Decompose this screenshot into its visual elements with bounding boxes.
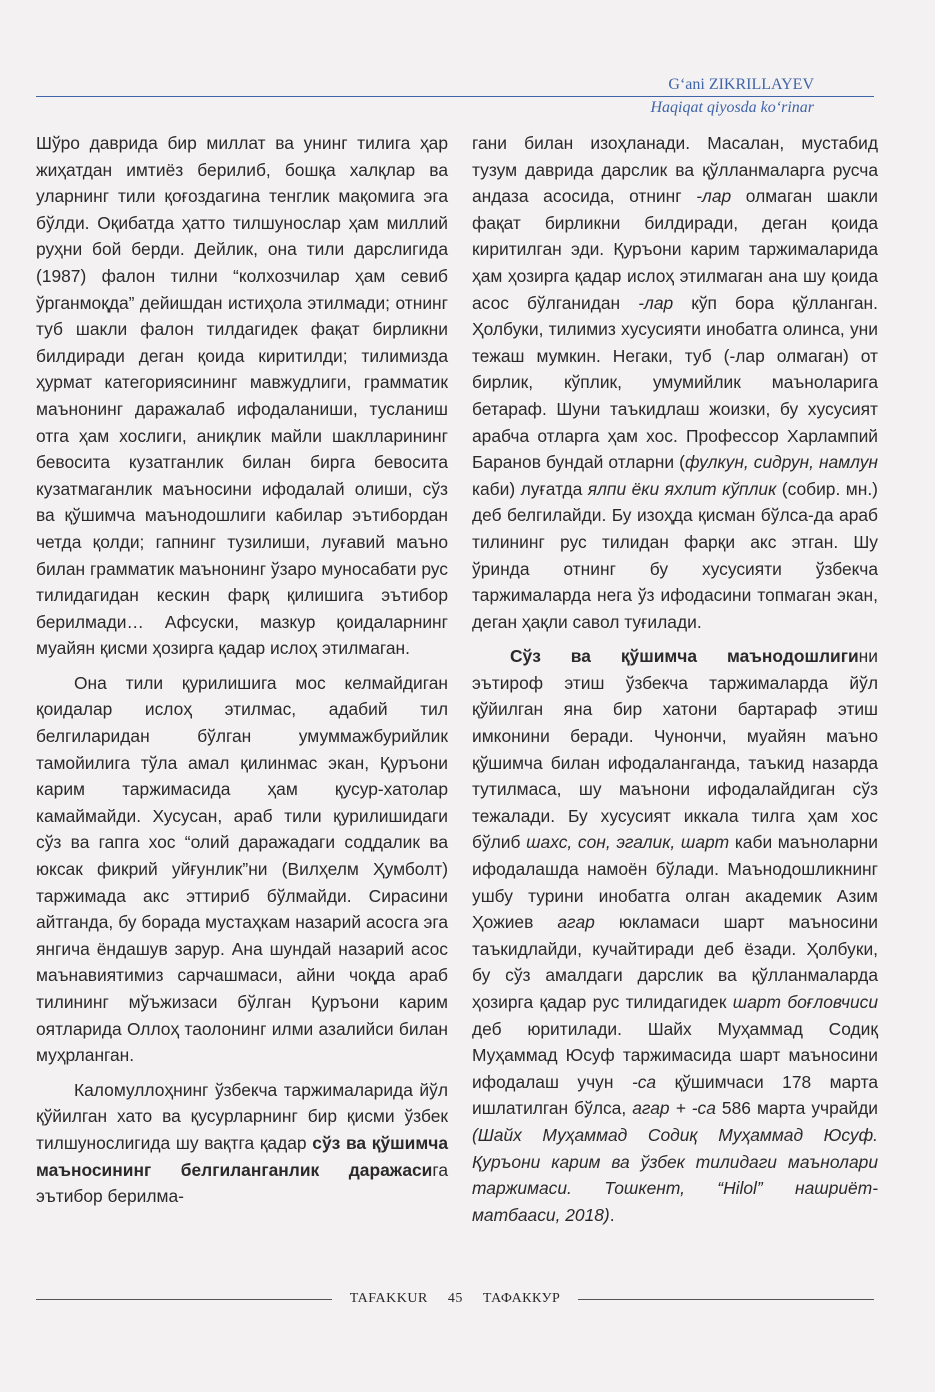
paragraph [36,1077,448,1210]
footer-label [332,1291,579,1307]
page-number: 45 [447,1291,463,1306]
footer-journal-cyrillic: ТАФАККУР [482,1291,561,1306]
italic-citation: (Шайх Муҳаммад Содиқ Муҳаммад Юсуф. Қуръони карим ва ўзбек тилидаги маънолари таржимаси. Тошкент, “Hilol” нашриёт-матбааси, 2018) [472,1124,878,1225]
italic-term: -лар [638,292,674,313]
italic-term: агар [557,912,595,933]
text-run: 586 марта учрайди [715,1098,878,1119]
italic-term: шахс, сон, эгалик, шарт [526,832,730,853]
header-author: G‘ani ZIKRILLAYEV [668,76,814,93]
text-run: деб юритилади. Шайх Муҳаммад Содиқ Муҳаммад Юсуф таржимасида шарт маъносини ифодалаш учун [472,1018,878,1092]
paragraph: Она тили қурилишига мос келмайдиган қоидалар ислоҳ этилмас, адабий тил белгиларидан бўлган умуммажбурийлик тамойилига тўла амал қилинмас экан, Қуръони карим таржимасида ҳам қусур-хатолар камаймайди. Хусусан, араб тили қурилишидаги сўз ва гапга хос “олий даражадаги соддалик ва юксак фикрий уйғунлик”ни (Вилҳелм Ҳумболт) таржимада акс эттириб бўлмайди. Сирасини айтганда, бу борада мустаҳкам назарий асосга эга янгича ёндашув зарур. Ана шундай назарий асос маънавиятимиз сарчашмаси, айни чоқда араб тилининг мўъжизаси бўлган Қуръони карим оятларида Оллоҳ таолонинг илми азалийси билан муҳрланган. [36,672,448,1066]
running-header [36,76,874,117]
bold-term: Сўз ва қўшимча маънодошлиги [510,646,859,667]
text-run: га эътибор берилма- [36,1159,448,1207]
left-column [36,130,448,1210]
text-run: (собир. мн.) деб белгилайди. Бу изоҳда қисман бўлса-да араб тилининг рус тилидан фарқи акс этган. Шу ўринда отнинг бу хусусияти ўзбекча таржималарда нега ўз ифодасини топмаган экан, деган ҳақли савол туғилади. [472,478,878,632]
text-run: кўп бора қўлланган. Ҳолбуки, тилимиз хусусияти инобатга олинса, уни тежаш мумкин. Негаки, туб (-лар олмаган) от бирлик, кўплик, умумийлик маъноларига бетараф. Шуни таъкидлаш жоизки, бу хусусият арабча отларга ҳам хос. Профессор Харлампий Баранов бундай отларни ( [472,292,878,473]
text-run: Каломуллоҳнинг ўзбекча таржималарида йўл қўйилган хато ва қусурларнинг бир қисми ўзбек тилшунослигида шу вақтга қадар [36,1079,448,1153]
paragraph [472,130,878,635]
text-run: юкламаси шарт маъносини таъкидлайди, кучайтиради деб ёзади. Ҳолбуки, бу сўз амалдаги дарслик ва қўлланмаларда ҳозирга қадар рус тилидагидек [472,912,879,1012]
text-run: олмаган шакли фақат бирликни билдиради, деган қоида киритилган эди. Қуръони карим таржималарида ҳам ҳозирга қадар ислоҳ этилмаган ана шу қоида асос бўлганидан [472,186,878,313]
paragraph [472,643,878,1228]
text-run: қўшимчаси 178 марта ишлатилган бўлса, [472,1071,879,1119]
text-run: каби) луғатда [472,478,588,499]
text-run: гани билан изоҳланади. Масалан, мустабид тузум даврида дарслик ва қўлланмаларга русча андаза асосида, отнинг [472,133,878,207]
italic-term: фулкун, сидрун, намлун [684,452,879,473]
text-run: ни эътироф этиш ўзбекча таржималарда йўл қўйилган яна бир хатони бартараф этиш имконини беради. Чунончи, муайян маъно қўшимча билан ифодаланганда, таъкид назарда тутилмаса, шу маънони ифодалайдиган сўз тежалади. Бу хусусият иккала тилга ҳам хос бўлиб [472,646,878,853]
footer-journal-latin: TAFAKKUR [349,1291,428,1306]
italic-term: -лар [696,186,732,207]
paragraph: Шўро даврида бир миллат ва унинг тилига ҳар жиҳатдан имтиёз берилиб, бошқа халқлар ва уларнинг тили қоғоздагина тенглик мақомига эга бўлди. Оқибатда ҳатто тилшунослар ҳам миллий руҳни бой берди. Дейлик, она тили дарслигида (1987) фалон тилни “колхозчилар ҳам севиб ўрганмоқда” дейишдан истиҳола этилмади; отнинг туб шакли фалон тилдагидек фақат бирликни билдиради деган қоида киритилди; тилимизда ҳурмат категориясининг мавжудлиги, грамматик маънонинг даражалаб ифодаланиши, тусланиш отга ҳам хослиги, аниқлик майли шаклларининг бевосита кузатганлик билан бирга бевосита кузатмаганлик маъносини ифодалай олиши, сўз ва қўшимча маънодошлиги кабилар эътибордан четда қолди; гапнинг тузилиши, луғавий маъно билан грамматик маънонинг ўзаро муносабати рус тилидагидан кескин фарқ қилишига эътибор берилмади… Афсуски, мазкур қоидаларнинг муайян қисми ҳозирга қадар ислоҳ этилмаган. [36,133,448,659]
footer-rule-right [578,1299,874,1300]
text-run: каби маъноларни ифодалашда намоён бўлади. Маънодошликнинг ушбу турини инобатга олган академик Азим Ҳожиев [472,832,878,933]
header-subtitle: Haqiqat qiyosda ko‘rinar [650,99,814,116]
italic-term: агар + -са [632,1098,716,1119]
footer-rule-left [36,1299,332,1300]
header-rule [36,96,874,97]
right-column [472,130,878,1228]
italic-term: шарт боғловчиси [732,992,879,1012]
text-run: . [609,1204,615,1225]
page-footer [36,1291,874,1307]
italic-term: -са [631,1071,657,1092]
bold-term: сўз ва қўшимча маъносининг белгиланганлик даражаси [36,1132,448,1180]
italic-term: ялпи ёки яхлит кўплик [587,478,777,499]
